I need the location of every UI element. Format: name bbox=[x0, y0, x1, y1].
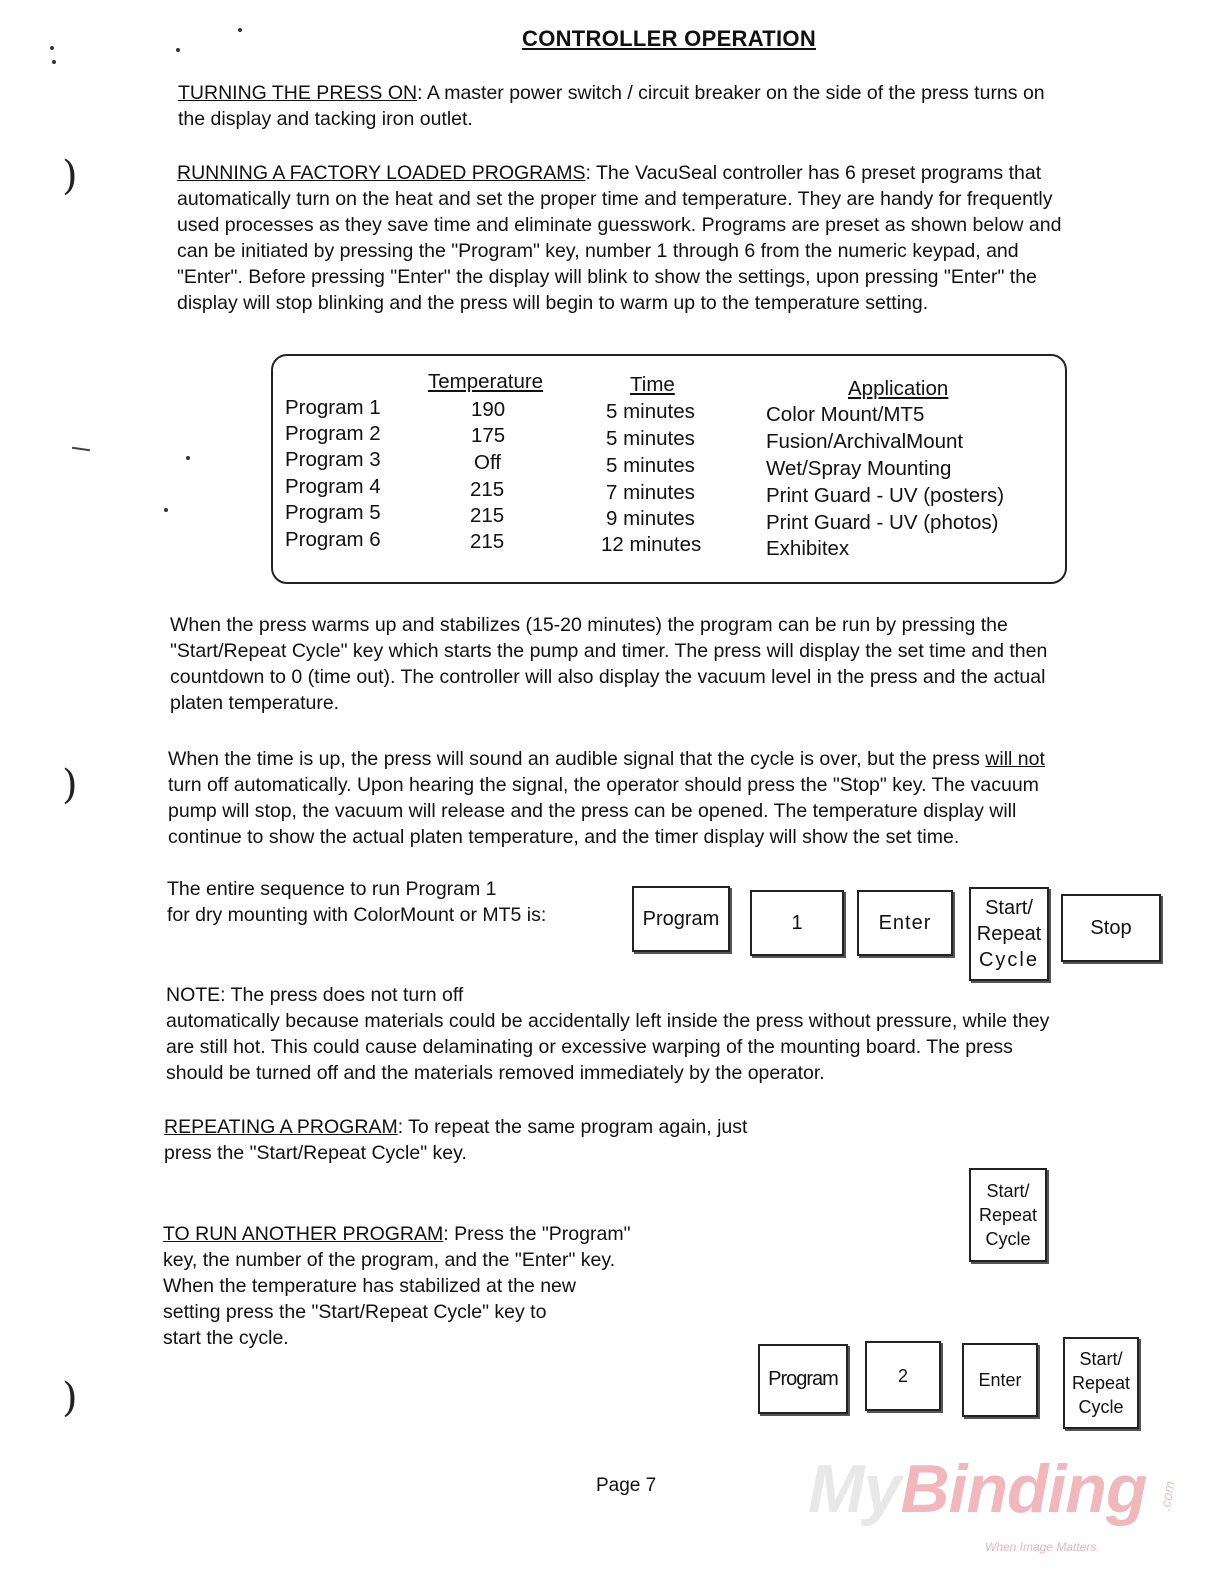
program-application: Fusion/ArchivalMount bbox=[766, 430, 964, 453]
will-not-emphasis: will not bbox=[985, 748, 1045, 770]
program-temperature: 215 bbox=[470, 504, 505, 527]
program-time: 5 minutes bbox=[606, 454, 695, 477]
number-2-key: 2 bbox=[865, 1341, 941, 1411]
warm-up-text: platen temperature. bbox=[170, 692, 340, 714]
key-label: Repeat bbox=[978, 1205, 1038, 1225]
sequence-text: for dry mounting with ColorMount or MT5 is: bbox=[167, 904, 547, 926]
sequence-section bbox=[167, 876, 627, 928]
run-another-text: When the temperature has stabilized at the new bbox=[163, 1275, 576, 1297]
key-label: Cycle bbox=[985, 1229, 1031, 1249]
table-header-temperature: Temperature bbox=[428, 370, 544, 393]
program-time: 9 minutes bbox=[606, 507, 695, 530]
note-text: NOTE: The press does not turn off bbox=[166, 984, 464, 1006]
program-application: Color Mount/MT5 bbox=[766, 403, 925, 426]
program-temperature: Off bbox=[474, 451, 501, 474]
warm-up-section bbox=[170, 612, 1190, 716]
time-up-text: continue to show the actual platen temperature, and the timer display will show the set time. bbox=[168, 826, 960, 848]
program-name: Program 5 bbox=[285, 501, 381, 524]
running-text: display will stop blinking and the press will begin to warm up to the temperature setting. bbox=[177, 292, 929, 314]
running-text: "Enter". Before pressing "Enter" the display will blink to show the settings, upon pressing "Enter" the bbox=[177, 266, 1037, 288]
turning-on-text: : A master power switch / circuit breaker on the side of the press turns on bbox=[417, 82, 1045, 104]
running-programs-section bbox=[177, 160, 1187, 316]
program-application: Print Guard - UV (posters) bbox=[766, 484, 1005, 507]
running-programs-heading: RUNNING A FACTORY LOADED PROGRAMS bbox=[177, 162, 586, 184]
note-text: should be turned off and the materials removed immediately by the operator. bbox=[166, 1062, 825, 1084]
speck bbox=[186, 456, 190, 460]
run-another-section bbox=[163, 1221, 723, 1351]
time-up-section bbox=[168, 746, 1198, 850]
program-temperature: 175 bbox=[471, 424, 506, 447]
key-label: Repeat bbox=[1071, 1373, 1131, 1393]
repeating-text: : To repeat the same program again, just bbox=[397, 1116, 748, 1138]
running-text: automatically turn on the heat and set the proper time and temperature. They are handy for frequently bbox=[177, 188, 1053, 210]
repeating-heading: REPEATING A PROGRAM bbox=[164, 1116, 398, 1138]
note-section bbox=[166, 982, 1196, 1086]
warm-up-text: countdown to 0 (time out). The controller will also display the vacuum level in the press and the actual bbox=[170, 666, 1046, 688]
running-text: : The VacuSeal controller has 6 preset programs that bbox=[585, 162, 1042, 184]
enter-key: Enter bbox=[962, 1343, 1038, 1417]
key-label: Cycle bbox=[978, 949, 1039, 971]
speck bbox=[176, 48, 180, 52]
run-another-text: start the cycle. bbox=[163, 1327, 289, 1349]
table-header-time: Time bbox=[630, 373, 675, 396]
key-label: Repeat bbox=[976, 923, 1042, 945]
time-up-text: pump will stop, the vacuum will release and the press can be opened. The temperature display will bbox=[168, 800, 1017, 822]
warm-up-text: "Start/Repeat Cycle" key which starts the pump and timer. The press will display the set time and then bbox=[170, 640, 1048, 662]
run-another-text: key, the number of the program, and the "Enter" key. bbox=[163, 1249, 616, 1271]
run-another-text: setting press the "Start/Repeat Cycle" key to bbox=[163, 1301, 547, 1323]
program-key: Program bbox=[632, 886, 730, 952]
program-application: Exhibitex bbox=[766, 537, 850, 560]
speck bbox=[50, 46, 54, 50]
note-text: automatically because materials could be accidentally left inside the press without pressure, while they bbox=[166, 1010, 1050, 1032]
start-repeat-cycle-key bbox=[969, 1168, 1047, 1262]
program-name: Program 2 bbox=[285, 422, 381, 445]
program-name: Program 3 bbox=[285, 448, 381, 471]
running-text: can be initiated by pressing the "Program" key, number 1 through 6 from the numeric keypad, and bbox=[177, 240, 1019, 262]
binder-mark: ) bbox=[62, 1375, 78, 1421]
watermark-brand: My bbox=[808, 1451, 901, 1527]
program-temperature: 190 bbox=[471, 398, 506, 421]
program-temperature: 215 bbox=[470, 478, 505, 501]
key-label: Start/ bbox=[985, 897, 1033, 919]
program-application: Print Guard - UV (photos) bbox=[766, 511, 999, 534]
turning-on-heading: TURNING THE PRESS ON bbox=[178, 82, 418, 104]
key-label: Cycle bbox=[1078, 1397, 1124, 1417]
sequence-text: The entire sequence to run Program 1 bbox=[167, 878, 497, 900]
program-name: Program 6 bbox=[285, 528, 381, 551]
stop-key: Stop bbox=[1061, 894, 1161, 962]
turning-on-text: the display and tacking iron outlet. bbox=[178, 108, 473, 130]
speck bbox=[72, 447, 90, 451]
repeating-text: press the "Start/Repeat Cycle" key. bbox=[164, 1142, 467, 1164]
time-up-text: turn off automatically. Upon hearing the signal, the operator should press the "Stop" key. The vacuum bbox=[168, 774, 1039, 796]
number-1-key: 1 bbox=[750, 890, 844, 956]
watermark-tagline: When Image Matters. bbox=[985, 1540, 1100, 1554]
start-repeat-cycle-key bbox=[969, 887, 1049, 981]
watermark-brand: Binding bbox=[900, 1451, 1147, 1527]
speck bbox=[238, 28, 242, 32]
watermark-domain: .com bbox=[1156, 1479, 1178, 1513]
program-key: Program bbox=[758, 1344, 848, 1414]
key-label: Start/ bbox=[1079, 1349, 1123, 1369]
speck bbox=[164, 508, 168, 512]
binder-mark: ) bbox=[62, 153, 78, 199]
program-temperature: 215 bbox=[470, 530, 505, 553]
enter-key: Enter bbox=[857, 890, 953, 956]
running-text: used processes as they save time and eliminate guesswork. Programs are preset as shown below and bbox=[177, 214, 1062, 236]
turning-on-section bbox=[178, 80, 1178, 132]
speck bbox=[52, 60, 56, 64]
page-number: Page 7 bbox=[596, 1475, 657, 1496]
key-label: Start/ bbox=[986, 1181, 1030, 1201]
warm-up-text: When the press warms up and stabilizes (15-20 minutes) the program can be run by pressing the bbox=[170, 614, 1008, 636]
program-application: Wet/Spray Mounting bbox=[766, 457, 952, 480]
start-repeat-cycle-key bbox=[1063, 1337, 1139, 1429]
mybinding-watermark bbox=[808, 1450, 1147, 1528]
run-another-text: : Press the "Program" bbox=[443, 1223, 631, 1245]
program-time: 5 minutes bbox=[606, 427, 695, 450]
program-time: 7 minutes bbox=[606, 481, 695, 504]
table-header-application: Application bbox=[848, 377, 949, 400]
page-title: CONTROLLER OPERATION bbox=[522, 26, 817, 51]
time-up-text: When the time is up, the press will sound an audible signal that the cycle is over, but the press bbox=[168, 748, 986, 770]
note-text: are still hot. This could cause delaminating or excessive warping of the mounting board. The press bbox=[166, 1036, 1013, 1058]
run-another-heading: TO RUN ANOTHER PROGRAM bbox=[163, 1223, 444, 1245]
repeating-section bbox=[164, 1114, 864, 1166]
binder-mark: ) bbox=[62, 762, 78, 808]
program-time: 12 minutes bbox=[601, 533, 702, 556]
program-name: Program 4 bbox=[285, 475, 381, 498]
program-time: 5 minutes bbox=[606, 400, 695, 423]
program-name: Program 1 bbox=[285, 396, 381, 419]
